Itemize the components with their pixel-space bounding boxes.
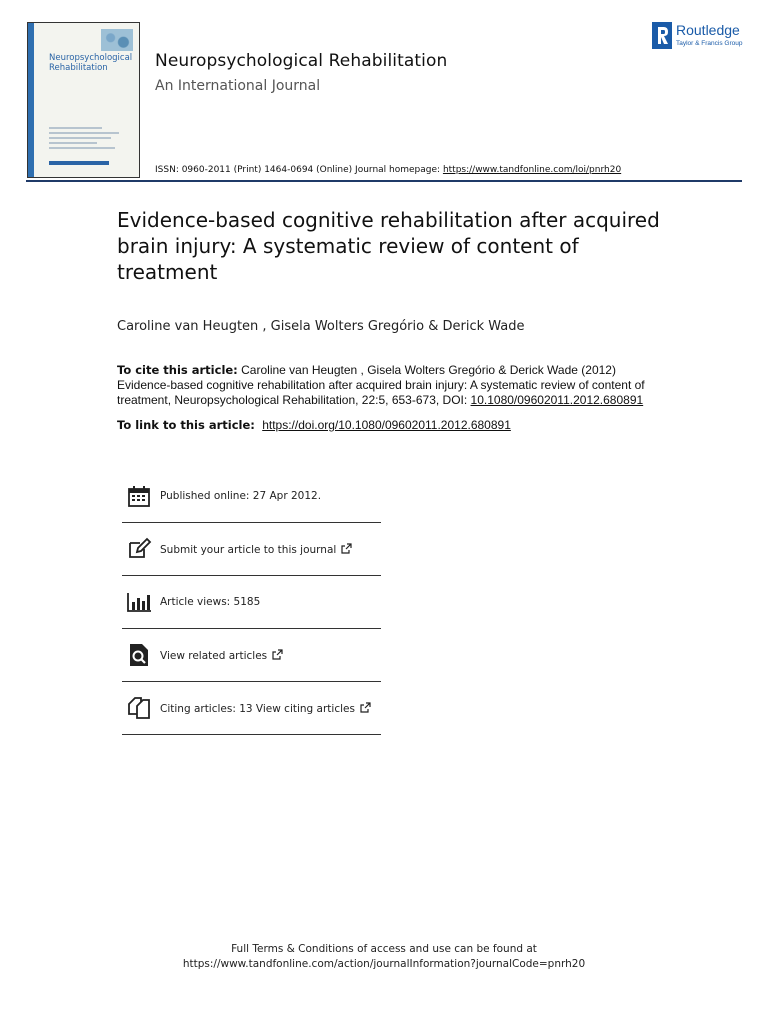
cover-artwork [101, 29, 133, 51]
edit-icon [126, 536, 152, 562]
submit-article-row[interactable] [122, 523, 381, 576]
journal-cover [27, 22, 140, 178]
external-link-icon [272, 649, 283, 660]
submit-article-link[interactable]: Submit your article to this journal [160, 543, 337, 556]
citation-block [117, 363, 662, 408]
document-search-icon [126, 642, 152, 668]
external-link-icon [360, 702, 371, 713]
footer-terms-link[interactable]: https://www.tandfonline.com/action/journalInformation?journalCode=pnrh20 [182, 958, 586, 970]
journal-subtitle: An International Journal [155, 78, 321, 94]
footer-terms-text: Full Terms & Conditions of access and use can be found at [231, 943, 537, 955]
cite-label: To cite this article: [117, 363, 238, 377]
header-divider [26, 180, 742, 182]
link-label: To link to this article: [117, 418, 255, 432]
bar-chart-icon [126, 589, 152, 615]
external-link-icon [341, 543, 352, 554]
citing-articles-link[interactable]: Citing articles: 13 View citing articles [160, 702, 355, 715]
publisher-subtitle: Taylor & Francis Group [676, 40, 743, 47]
article-doi-link[interactable]: https://doi.org/10.1080/09602011.2012.680891 [262, 418, 511, 432]
citing-articles-row[interactable] [122, 682, 381, 735]
article-info-list [122, 470, 381, 735]
terms-footer [0, 942, 768, 972]
copy-documents-icon [126, 695, 152, 721]
published-online-text: Published online: 27 Apr 2012. [160, 490, 322, 502]
issn-text: ISSN: 0960-2011 (Print) 1464-0694 (Online) Journal homepage: [155, 165, 441, 175]
cite-text: Caroline van Heugten , Gisela Wolters Gregório & Derick Wade (2012) Evidence-based cognitive rehabilitation after acquired brain injury: A systematic review of content of treatment, Neuropsychological Rehabilitation, 22:5, 653-673, DOI: [117, 363, 645, 407]
cite-doi-link[interactable]: 10.1080/09602011.2012.680891 [470, 393, 644, 407]
issn-line [155, 165, 621, 175]
related-articles-link[interactable]: View related articles [160, 649, 268, 662]
article-views-text: Article views: 5185 [160, 596, 261, 608]
published-online-row [122, 470, 381, 523]
article-views-row [122, 576, 381, 629]
cover-title: Neuropsychological Rehabilitation [49, 53, 133, 73]
journal-homepage-link[interactable]: https://www.tandfonline.com/loi/pnrh20 [442, 165, 622, 175]
cover-publisher-logo [49, 161, 109, 165]
calendar-icon [126, 483, 152, 509]
article-authors: Caroline van Heugten , Gisela Wolters Gregório & Derick Wade [117, 319, 525, 334]
publisher-name: Routledge [676, 22, 740, 38]
related-articles-row[interactable] [122, 629, 381, 682]
article-link-line [117, 418, 511, 432]
routledge-logo-icon [652, 22, 672, 49]
cover-band [28, 23, 34, 177]
article-title: Evidence-based cognitive rehabilitation after acquired brain injury: A systematic review of content of treatment [117, 208, 660, 284]
cover-text-lines [49, 127, 137, 152]
journal-title: Neuropsychological Rehabilitation [155, 51, 448, 71]
